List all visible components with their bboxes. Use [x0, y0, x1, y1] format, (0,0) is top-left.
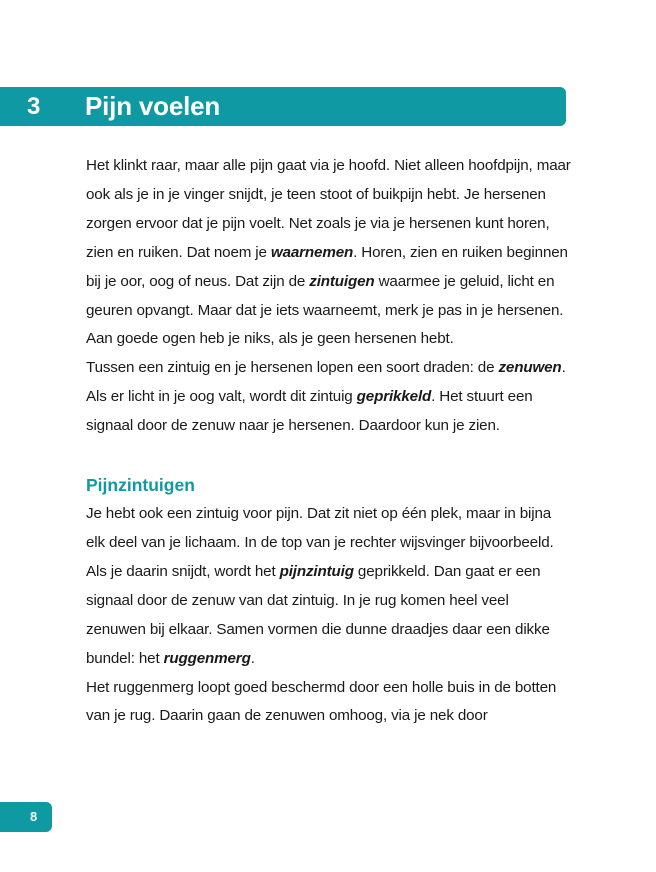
- section-heading: Pijnzintuigen: [86, 475, 195, 496]
- intro-paragraph-1: [86, 152, 571, 354]
- text-run: Tussen een zintuig en je hersenen lopen een soort draden: de: [86, 359, 499, 377]
- text-run: Het klinkt raar, maar alle pijn gaat via je hoofd. Niet alleen hoofdpijn, maar ook als je in je vinger snijdt, je teen stoot of buikpijn hebt. Je hersenen zorgen ervoor dat je pijn voelt. Net zoals je via je hersenen kunt horen, zien en ruiken. Dat noem je: [86, 157, 571, 261]
- term-waarnemen: waarnemen: [270, 243, 354, 261]
- text-run: Je hebt ook een zintuig voor pijn. Dat zit niet op één plek, maar in bijna elk deel van je lichaam. In de top van je rechter wijsvinger bijvoorbeeld. Als je daarin snijdt, wordt het: [86, 505, 554, 580]
- page-number-badge: [0, 802, 52, 832]
- chapter-body: [86, 152, 571, 731]
- text-run: geprikkeld. Dan gaat er een signaal door de zenuw van dat zintuig. In je rug komen heel veel zenuwen bij elkaar. Samen vormen die dunne draadjes daar een dikke bundel: het: [86, 562, 550, 667]
- intro-paragraph-2: [86, 354, 571, 441]
- chapter-header: [0, 87, 566, 126]
- text-run: waarmee je geluid, licht en geuren opvangt. Maar dat je iets waarneemt, merk je pas in je hersenen. Aan goede ogen heb je niks, als je geen hersenen hebt.: [86, 272, 564, 348]
- term-zintuigen: zintuigen: [309, 272, 375, 290]
- text-run: . Horen, zien en ruiken beginnen bij je oor, oog of neus. Dat zijn de: [86, 243, 568, 290]
- text-run: . Als er licht in je oog valt, wordt dit zintuig: [86, 359, 566, 406]
- text-run: . Het stuurt een signaal door de zenuw naar je hersenen. Daardoor kun je zien.: [86, 388, 533, 435]
- term-pijnzintuig: pijnzintuig: [279, 562, 354, 580]
- section-paragraph-2: Het ruggenmerg loopt goed beschermd door een holle buis in de botten van je rug. Daarin gaan de zenuwen omhoog, via je nek door: [86, 678, 557, 725]
- chapter-title: Pijn voelen: [85, 91, 221, 121]
- chapter-number: 3: [27, 93, 41, 120]
- section-paragraph-1: [86, 500, 571, 673]
- page-number: 8: [30, 809, 38, 824]
- term-ruggenmerg: ruggenmerg: [163, 649, 251, 667]
- term-geprikkeld: geprikkeld: [356, 388, 432, 406]
- text-run: .: [250, 649, 255, 667]
- term-zenuwen: zenuwen: [498, 359, 562, 377]
